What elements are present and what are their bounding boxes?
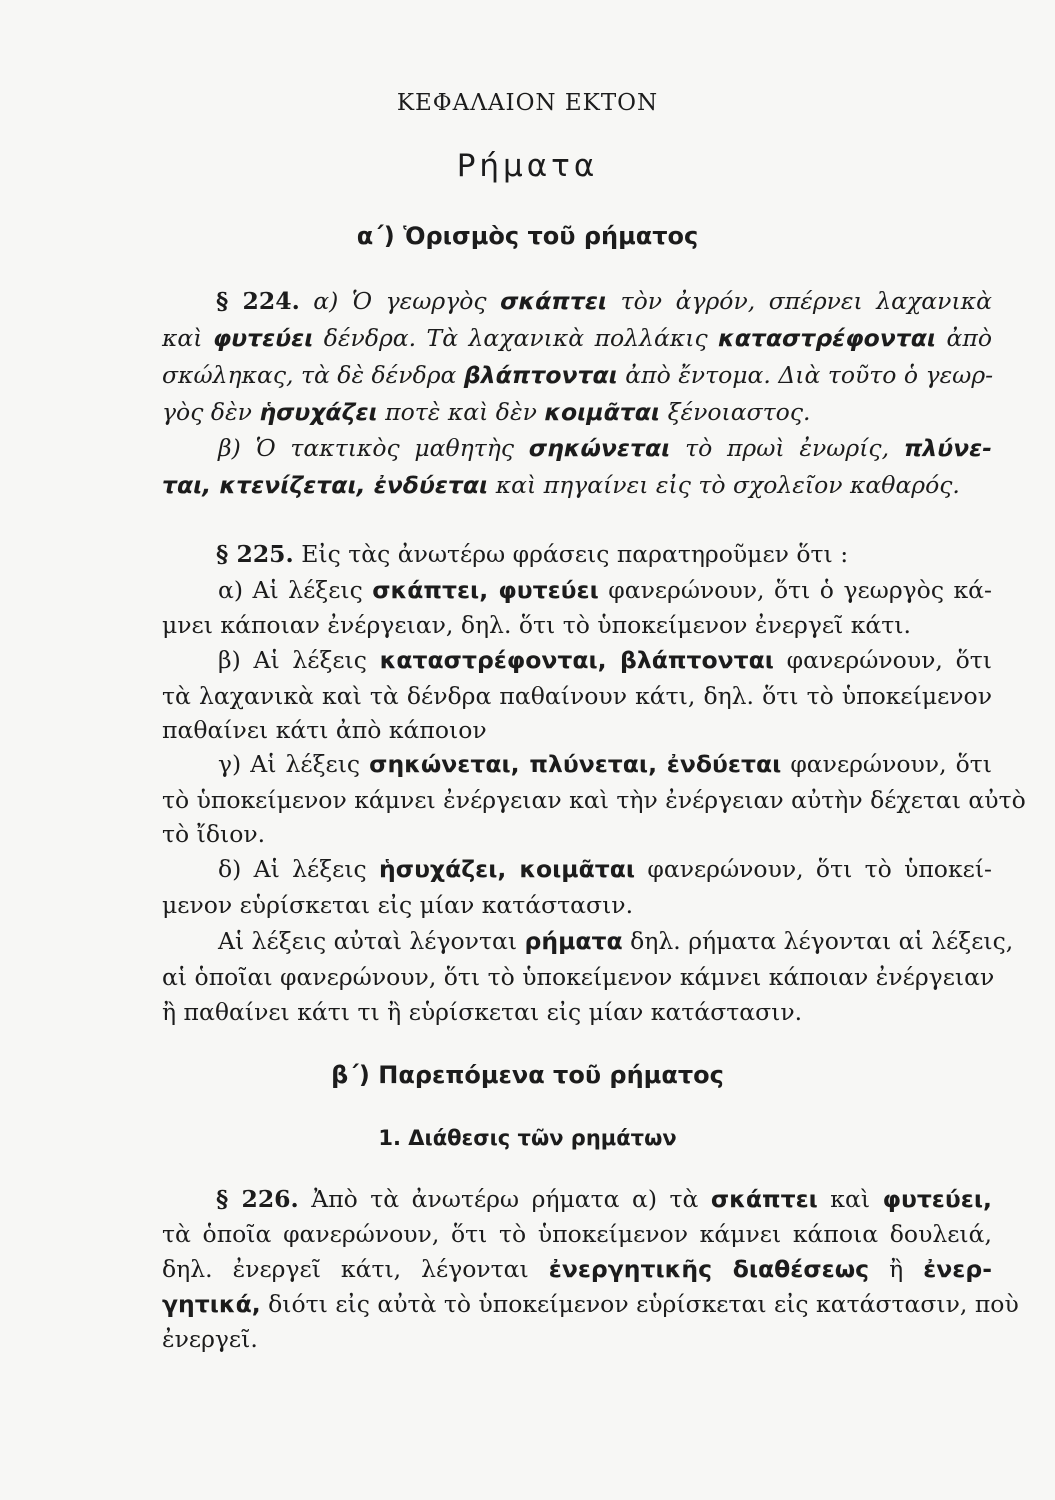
section-a-heading: α΄) Ὁρισμὸς τοῦ ρήματος — [356, 222, 699, 250]
p226-line-3: δηλ. ἐνεργεῖ κάτι, λέγονται ἐνεργητικῆς διαθέσεως ἢ ἐνερ- — [162, 1255, 992, 1283]
chapter-heading: ΚΕΦΑΛΑΙΟΝ ΕΚΤΟΝ — [396, 90, 659, 116]
p226-line-4: γητικά, διότι εἰς αὐτὰ τὸ ὑποκείμενον εὑρίσκεται εἰς κατάστασιν, ποὺ — [162, 1290, 1019, 1318]
section-b-heading: β΄) Παρεπόμενα τοῦ ρήματος — [331, 1061, 724, 1089]
chapter-title: Ρήματα — [456, 148, 599, 184]
p225-summary-2: αἱ ὁποῖαι φανερώνουν, ὅτι τὸ ὑποκείμενον κάμνει κάποιαν ἐνέργειαν — [162, 963, 995, 991]
p225-item-d-2: μενον εὑρίσκεται εἰς μίαν κατάστασιν. — [162, 891, 634, 919]
section-number: § 224. — [216, 287, 300, 315]
p226-line-2: τὰ ὁποῖα φανερώνουν, ὅτι τὸ ὑποκείμενον κάμνει κάποια δουλειά, — [162, 1220, 992, 1248]
p225-item-b-2: τὰ λαχανικὰ καὶ τὰ δένδρα παθαίνουν κάτι, δηλ. ὅτι τὸ ὑποκείμενον — [162, 682, 992, 710]
p225-summary-1: Αἱ λέξεις αὐταὶ λέγονται ρήματα δηλ. ρήματα λέγονται αἱ λέξεις, — [218, 927, 1014, 955]
p225-item-c-3: τὸ ἴδιον. — [162, 820, 266, 848]
p225-line-1: § 225. Εἰς τὰς ἀνωτέρω φράσεις παρατηροῦμεν ὅτι : — [216, 540, 849, 568]
section-number: § 225. — [216, 540, 294, 568]
p225-item-b-3: παθαίνει κάτι ἀπὸ κάποιον — [162, 716, 487, 744]
p225-item-a-1: α) Αἱ λέξεις σκάπτει, φυτεύει φανερώνουν, ὅτι ὁ γεωργὸς κά- — [218, 576, 992, 604]
p224-line-6: ται, κτενίζεται, ἐνδύεται καὶ πηγαίνει εἰς τὸ σχολεῖον καθαρός. — [162, 471, 960, 499]
p225-item-a-2: μνει κάποιαν ἐνέργειαν, δηλ. ὅτι τὸ ὑποκείμενον ἐνεργεῖ κάτι. — [162, 611, 911, 639]
p225-summary-3: ἢ παθαίνει κάτι τι ἢ εὑρίσκεται εἰς μίαν κατάστασιν. — [162, 998, 803, 1026]
p226-line-5: ἐνεργεῖ. — [162, 1325, 258, 1353]
p224-line-5: β) Ὁ τακτικὸς μαθητὴς σηκώνεται τὸ πρωὶ ἐνωρίς, πλύνε- — [218, 434, 992, 462]
subsection-heading: 1. Διάθεσις τῶν ρημάτων — [378, 1126, 677, 1150]
p224-line-2: καὶ φυτεύει δένδρα. Τὰ λαχανικὰ πολλάκις καταστρέφονται ἀπὸ — [162, 324, 992, 352]
section-number: § 226. — [216, 1185, 299, 1213]
p225-item-c-1: γ) Αἱ λέξεις σηκώνεται, πλύνεται, ἐνδύεται φανερώνουν, ὅτι — [218, 750, 992, 778]
p224-line-4: γὸς δὲν ἡσυχάζει ποτὲ καὶ δὲν κοιμᾶται ξένοιαστος. — [162, 398, 811, 426]
p226-line-1: § 226. Ἀπὸ τὰ ἀνωτέρω ρήματα α) τὰ σκάπτει καὶ φυτεύει, — [216, 1185, 992, 1213]
p224-line-1: § 224. α) Ὁ γεωργὸς σκάπτει τὸν ἀγρόν, σπέρνει λαχανικὰ — [216, 287, 992, 315]
p224-line-3: σκώληκας, τὰ δὲ δένδρα βλάπτονται ἀπὸ ἔντομα. Διὰ τοῦτο ὁ γεωρ- — [162, 361, 994, 389]
p225-item-c-2: τὸ ὑποκείμενον κάμνει ἐνέργειαν καὶ τὴν ἐνέργειαν αὐτὴν δέχεται αὐτὸ — [162, 786, 1026, 814]
p225-item-d-1: δ) Αἱ λέξεις ἡσυχάζει, κοιμᾶται φανερώνουν, ὅτι τὸ ὑποκεί- — [218, 855, 992, 883]
p225-item-b-1: β) Αἱ λέξεις καταστρέφονται, βλάπτονται φανερώνουν, ὅτι — [218, 646, 992, 674]
